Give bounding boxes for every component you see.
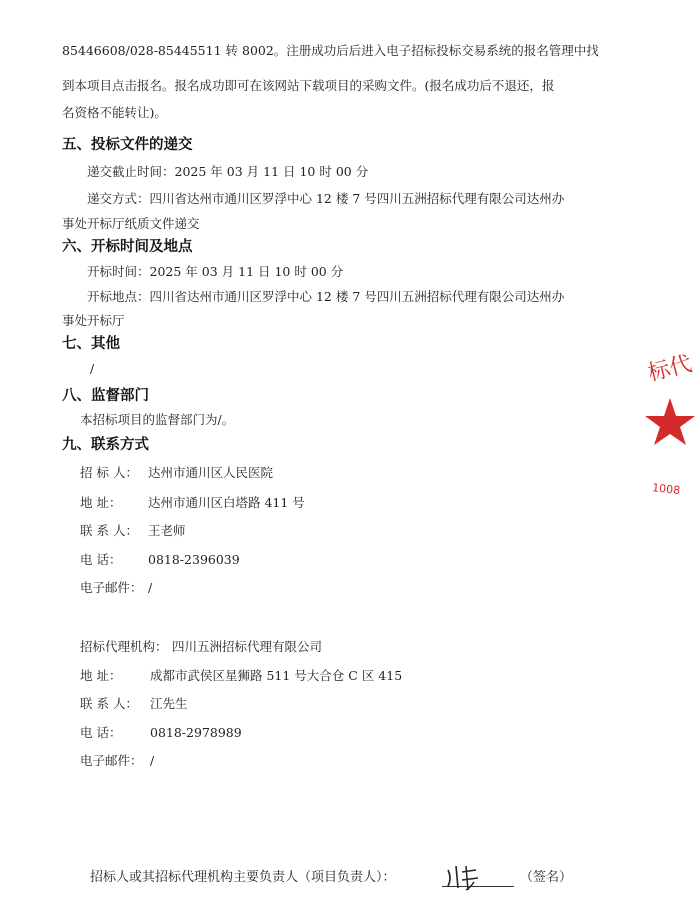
agency-address-label: 地 址： <box>80 668 122 683</box>
tenderer-address-label: 地 址： <box>80 495 122 510</box>
section-9-heading: 九、联系方式 <box>62 437 149 453</box>
section-7-content: / <box>90 361 95 376</box>
opening-place-line-1: 开标地点：四川省达州市通川区罗浮中心 12 楼 7 号四川五洲招标代理有限公司达州办 <box>87 289 565 304</box>
seal-text-bottom: 1008 <box>651 481 681 498</box>
submission-method-line-1: 递交方式：四川省达州市通川区罗浮中心 12 楼 7 号四川五洲招标代理有限公司达州办 <box>87 191 565 206</box>
section-6-heading: 六、开标时间及地点 <box>62 239 193 255</box>
section-5-heading: 五、投标文件的递交 <box>62 137 193 153</box>
tenderer-address-value: 达州市通川区白塔路 411 号 <box>148 495 305 510</box>
tenderer-contact-value: 王老师 <box>148 523 186 538</box>
intro-line-2: 到本项目点击报名。报名成功即可在该网站下载项目的采购文件。(报名成功后不退还，报 <box>62 78 555 93</box>
supervision-dept: 本招标项目的监督部门为/。 <box>80 412 235 427</box>
intro-line-1: 85446608/028-85445511 转 8002。注册成功后后进入电子招标投标交易系统的报名管理中找 <box>62 43 599 58</box>
seal-star-icon <box>645 398 695 445</box>
agency-contact-label: 联 系 人： <box>80 696 138 711</box>
agency-phone-value: 0818-2978989 <box>150 725 242 740</box>
seal-text-top: 标代 <box>645 351 695 387</box>
opening-place-line-2: 事处开标厅 <box>62 313 125 328</box>
agency-contact-value: 江先生 <box>150 696 188 711</box>
company-seal-icon <box>640 340 700 510</box>
signature-prefix: 招标人或其招标代理机构主要负责人（项目负责人）： <box>90 870 396 885</box>
submission-method-line-2: 事处开标厅纸质文件递交 <box>62 216 200 231</box>
signature-underline <box>442 886 514 887</box>
tenderer-email-label: 电子邮件： <box>80 580 143 595</box>
opening-time: 开标时间：2025 年 03 月 11 日 10 时 00 分 <box>87 264 344 279</box>
agency-address-value: 成都市武侯区星狮路 511 号大合仓 C 区 415 <box>150 668 403 683</box>
submission-deadline: 递交截止时间：2025 年 03 月 11 日 10 时 00 分 <box>87 164 369 179</box>
tenderer-value: 达州市通川区人民医院 <box>148 465 274 480</box>
tenderer-email-value: / <box>148 580 153 595</box>
signature-suffix: （签名） <box>520 870 573 885</box>
section-8-heading: 八、监督部门 <box>62 388 149 404</box>
agency-value: 四川五洲招标代理有限公司 <box>172 639 323 654</box>
agency-email-value: / <box>150 753 155 768</box>
handwritten-signature <box>440 858 520 894</box>
agency-email-label: 电子邮件： <box>80 753 143 768</box>
intro-line-3: 名资格不能转让)。 <box>62 105 167 120</box>
section-7-heading: 七、其他 <box>62 336 120 352</box>
tenderer-phone-label: 电 话： <box>80 552 122 567</box>
agency-phone-label: 电 话： <box>80 725 122 740</box>
tenderer-contact-label: 联 系 人： <box>80 523 138 538</box>
tenderer-label: 招 标 人： <box>80 465 138 480</box>
agency-label: 招标代理机构： <box>80 639 168 654</box>
tenderer-phone-value: 0818-2396039 <box>148 552 240 567</box>
